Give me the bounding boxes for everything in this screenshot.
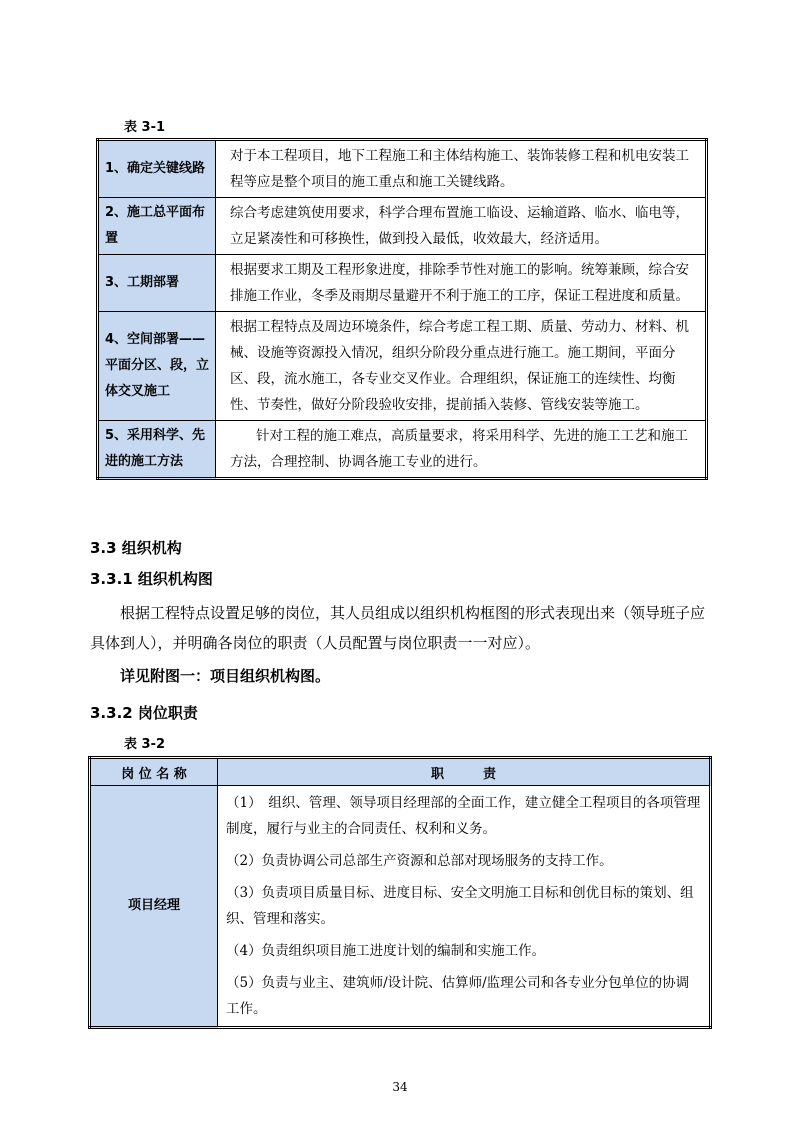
role-name: 项目经理 [90, 786, 218, 1028]
row-value: 针对工程的施工难点，高质量要求，将采用科学、先进的施工工艺和施工方法，合理控制、协调各施工专业的进行。 [216, 421, 707, 479]
table-row [98, 421, 707, 479]
table-caption-3-1: 表 3-1 [124, 120, 166, 135]
duty-item: （4）负责组织项目施工进度计划的编制和实施工作。 [226, 943, 546, 959]
row-key: 1、确定关键线路 [98, 140, 216, 198]
row-value: 根据要求工期及工程形象进度，排除季节性对施工的影响。统筹兼顾，综合安排施工作业，冬季及雨期尽量避开不利于施工的工序，保证工程进度和质量。 [216, 255, 707, 312]
body-paragraph: 根据工程特点设置足够的岗位，其人员组成以组织机构框图的形式表现出来（领导班子应具体到人），并明确各岗位的职责（人员配置与岗位职责一一对应）。 [90, 604, 706, 652]
row-key: 3、工期部署 [98, 255, 216, 312]
duty-item: （5）负责与业主、建筑师/设计院、估算师/监理公司和各专业分包单位的协调工作。 [226, 975, 690, 1017]
table-row [98, 312, 707, 421]
table-row [98, 140, 707, 198]
row-value: 根据工程特点及周边环境条件，综合考虑工程工期、质量、劳动力、材料、机械、设施等资源投入情况，组织分阶段分重点进行施工。施工期间，平面分区、段，流水施工，各专业交叉作业。合理组织，保证施工的连续性、均衡性、节奏性，做好分阶段验收安排，提前插入装修、管线安装等施工。 [216, 312, 707, 421]
table-row [90, 786, 711, 1028]
duty-item: （3）负责项目质量目标、进度目标、安全文明施工目标和创优目标的策划、组织、管理和落实。 [226, 885, 694, 927]
see-attachment-note: 详见附图一：项目组织机构图。 [120, 667, 331, 685]
row-key: 4、空间部署——平面分区、段，立体交叉施工 [98, 312, 216, 421]
duty-item: （1） 组织、管理、领导项目经理部的全面工作，建立健全工程项目的各项管理制度，履行与业主的合同责任、权利和义务。 [226, 795, 701, 837]
table-row [98, 198, 707, 255]
row-key: 2、施工总平面布置 [98, 198, 216, 255]
section-heading-3-3-1: 3.3.1 组织机构图 [90, 570, 213, 588]
row-key: 5、采用科学、先进的施工方法 [98, 421, 216, 479]
header-role: 岗 位 名 称 [90, 758, 218, 786]
duty-list [218, 786, 711, 1028]
page-number: 34 [392, 1080, 408, 1094]
section-heading-3-3: 3.3 组织机构 [90, 539, 182, 557]
row-value: 对于本工程项目，地下工程施工和主体结构施工、装饰装修工程和机电安装工程等应是整个项目的施工重点和施工关键线路。 [216, 140, 707, 198]
section-heading-3-3-2: 3.3.2 岗位职责 [90, 704, 198, 722]
row-value: 综合考虑建筑使用要求，科学合理布置施工临设、运输道路、临水、临电等，立足紧凑性和可移换性，做到投入最低，收效最大，经济适用。 [216, 198, 707, 255]
table-header-row [90, 758, 711, 786]
table-row [98, 255, 707, 312]
header-duty: 职 责 [218, 758, 711, 786]
key-points-table [96, 138, 708, 480]
table-caption-3-2: 表 3-2 [124, 737, 166, 752]
duty-item: （2）负责协调公司总部生产资源和总部对现场服务的支持工作。 [226, 853, 613, 869]
job-duties-table [88, 756, 712, 1029]
